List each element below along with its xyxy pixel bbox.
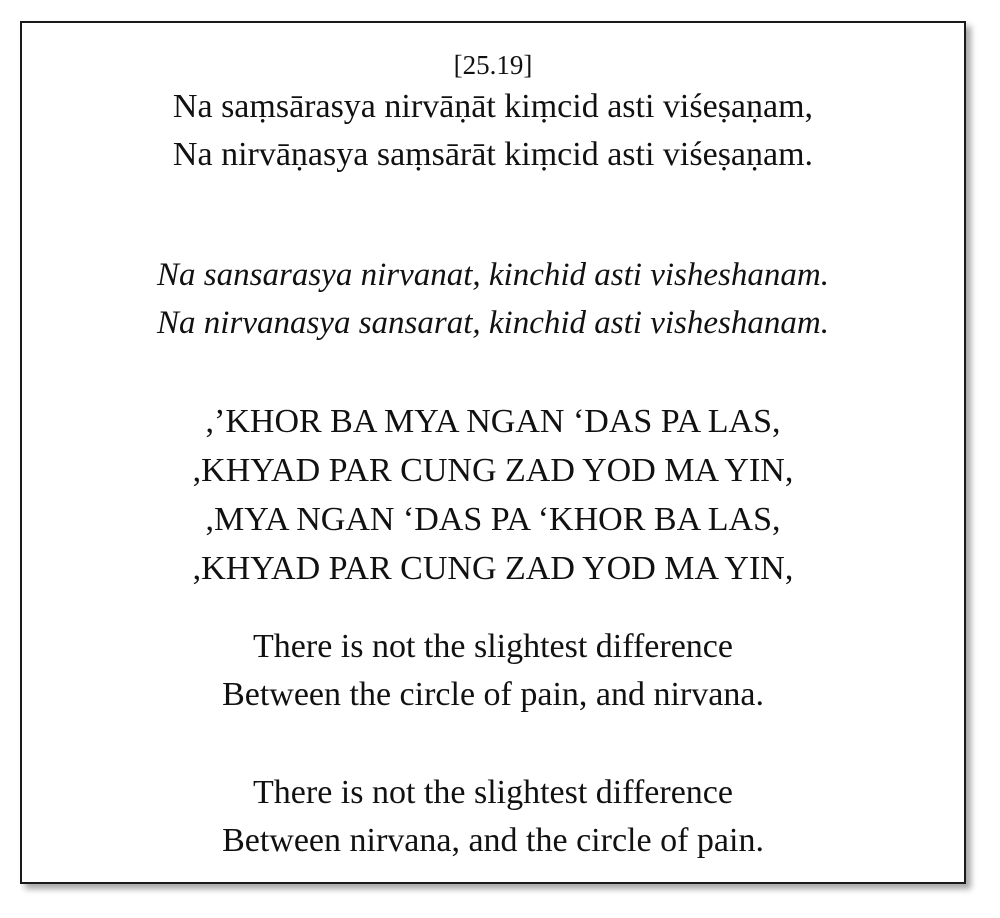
tibetan-line-1: ,’KHOR BA MYA NGAN ‘DAS PA LAS,	[205, 403, 781, 440]
sanskrit-line-2: Na nirvāṇasya saṃsārāt kiṃcid asti viśeṣaṇam.	[172, 136, 814, 173]
english1-line-2: Between the circle of pain, and nirvana.	[222, 676, 764, 713]
tibetan-line-3: ,MYA NGAN ‘DAS PA ‘KHOR BA LAS,	[205, 501, 781, 538]
tibetan-line-2: ,KHYAD PAR CUNG ZAD YOD MA YIN,	[192, 452, 794, 489]
sanskrit-line-1: Na saṃsārasya nirvāṇāt kiṃcid asti viśeṣaṇam,	[172, 88, 814, 125]
tibetan-line-4: ,KHYAD PAR CUNG ZAD YOD MA YIN,	[192, 550, 794, 587]
sanskrit-simple-stanza	[22, 251, 964, 347]
english2-line-1: There is not the slightest difference	[253, 774, 733, 811]
english-stanza-1	[22, 623, 964, 719]
verse-number	[22, 41, 964, 89]
tibetan-stanza	[22, 397, 964, 593]
english1-line-1: There is not the slightest difference	[253, 628, 733, 665]
english-stanza-2	[22, 769, 964, 865]
translit-line-2: Na nirvanasya sansarat, kinchid asti visheshanam.	[157, 305, 829, 341]
verse-frame	[20, 21, 966, 884]
translit-line-1: Na sansarasya nirvanat, kinchid asti visheshanam.	[157, 257, 829, 293]
verse-number-text: [25.19]	[453, 50, 533, 80]
sanskrit-diacritic-stanza	[22, 83, 964, 179]
english2-line-2: Between nirvana, and the circle of pain.	[222, 822, 764, 859]
